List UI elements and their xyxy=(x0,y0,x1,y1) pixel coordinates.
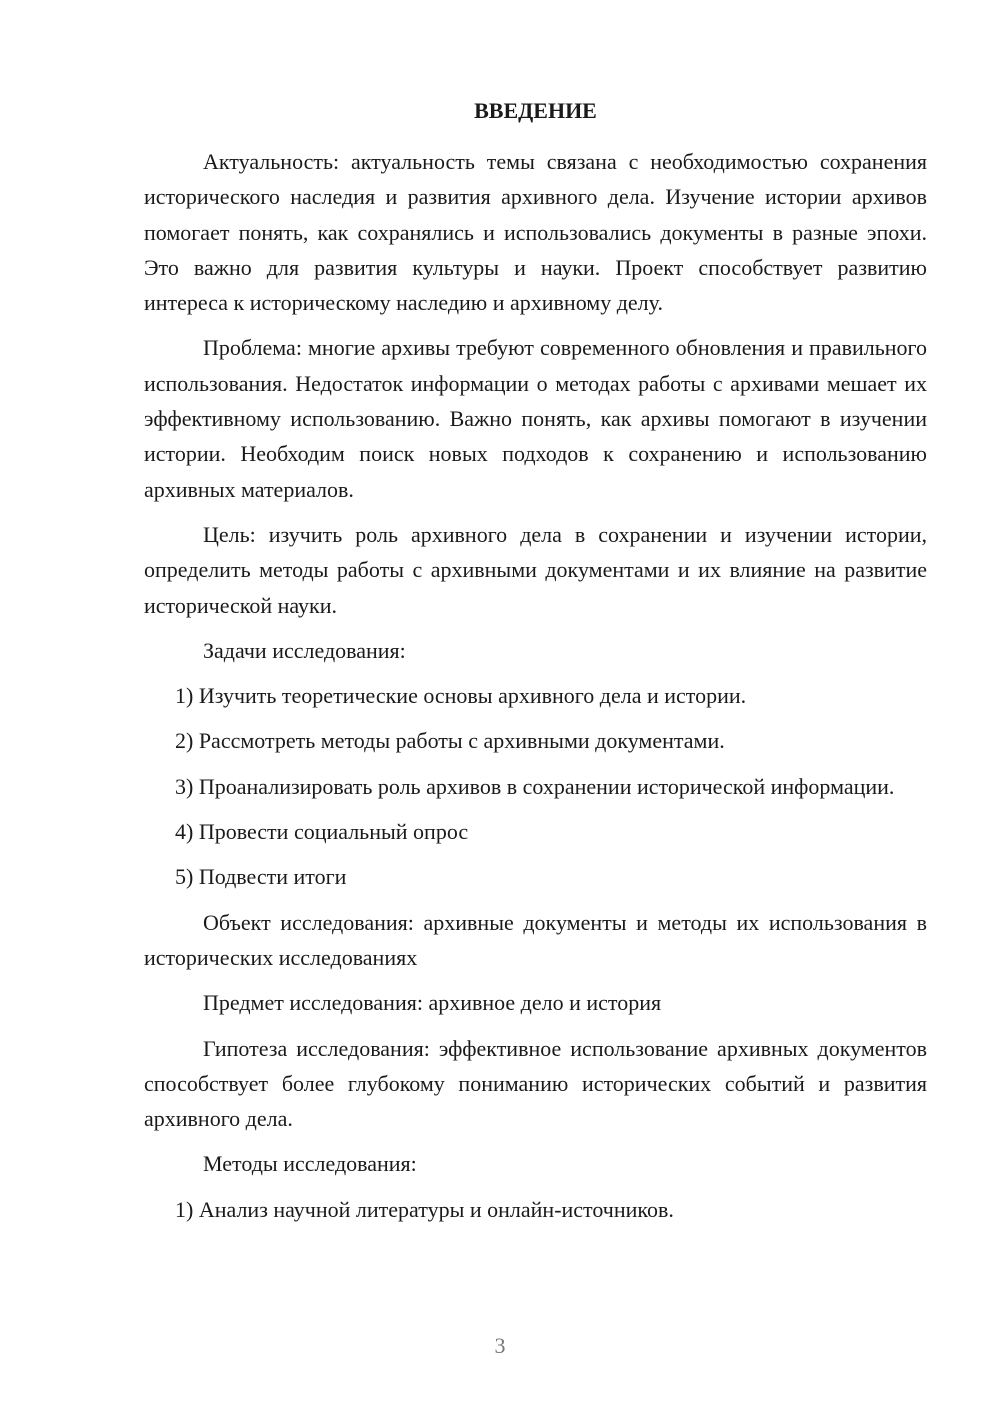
tasks-heading: Задачи исследования: xyxy=(203,637,406,663)
object-paragraph: Объект исследования: архивные документы и методы их использования в исторических исследованиях xyxy=(144,909,927,970)
relevance-paragraph: Актуальность: актуальность темы связана с необходимостью сохранения исторического наследия и развития архивного дела. Изучение истории архивов помогает понять, как сохранялись и использовались документы в разные эпохи. Это важно для развития культуры и науки. Проект способствует развитию интереса к историческому наследию и архивному делу. xyxy=(144,149,927,316)
task-item: 4) Провести социальный опрос xyxy=(175,819,469,845)
task-item: 5) Подвести итоги xyxy=(175,864,347,890)
subject-paragraph: Предмет исследования: архивное дело и история xyxy=(203,990,662,1016)
methods-heading: Методы исследования: xyxy=(203,1151,417,1177)
task-item: 2) Рассмотреть методы работы с архивными документами. xyxy=(175,728,725,754)
method-item: 1) Анализ научной литературы и онлайн-источников. xyxy=(175,1196,674,1222)
task-item: 3) Проанализировать роль архивов в сохранении исторической информации. xyxy=(175,773,895,799)
page-number: 3 xyxy=(494,1333,506,1358)
goal-paragraph: Цель: изучить роль архивного дела в сохранении и изучении истории, определить методы работы с архивными документами и их влияние на развитие исторической науки. xyxy=(144,521,927,618)
task-item: 1) Изучить теоретические основы архивного дела и истории. xyxy=(175,683,747,709)
hypothesis-paragraph: Гипотеза исследования: эффективное использование архивных документов способствует более глубокому пониманию исторических событий и развития архивного дела. xyxy=(144,1035,927,1132)
problem-paragraph: Проблема: многие архивы требуют современного обновления и правильного использования. Недостаток информации о методах работы с архивами мешает их эффективному использованию. Важно понять, как архивы помогают в изучении истории. Необходим поиск новых подходов к сохранению и использованию архивных материалов. xyxy=(144,335,927,502)
section-title: ВВЕДЕНИЕ xyxy=(474,98,597,123)
